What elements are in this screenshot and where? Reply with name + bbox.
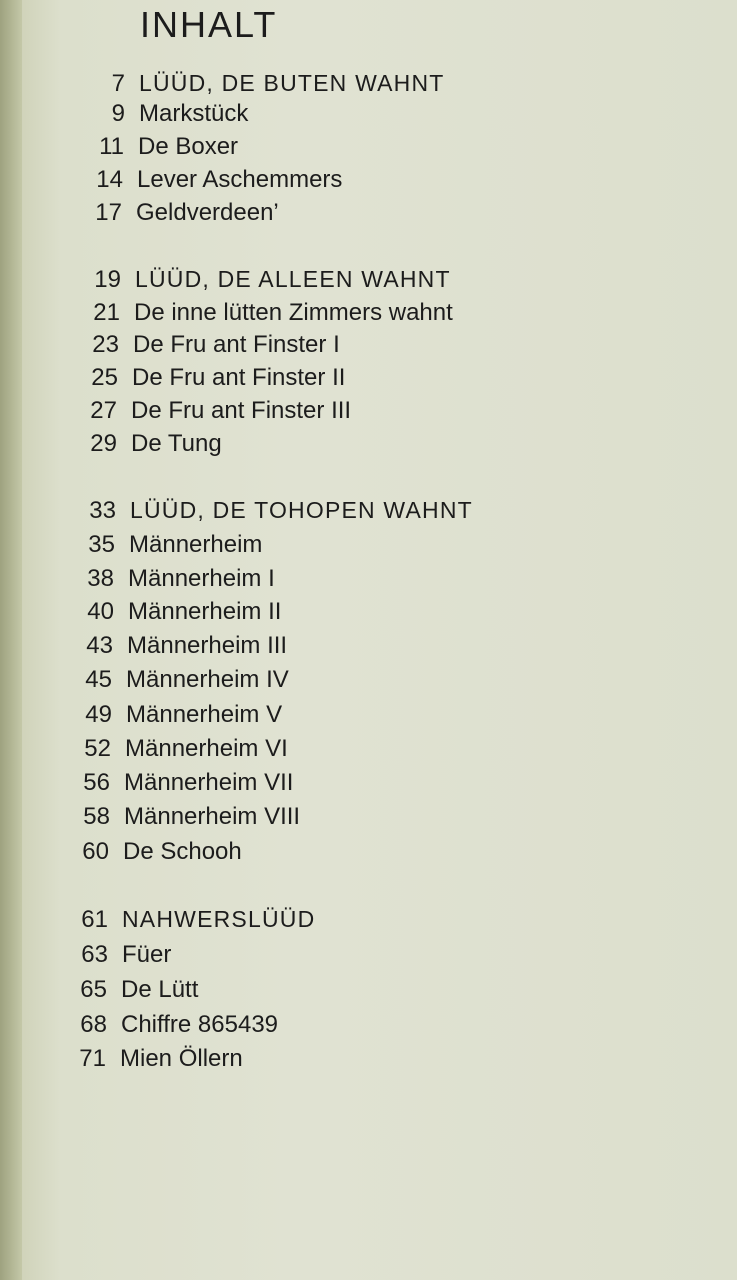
toc-entry <box>85 701 283 729</box>
toc-entry <box>88 531 263 559</box>
entry-title: Geldverdeen’ <box>136 199 279 226</box>
entry-title: NAHWERSLÜÜD <box>122 906 316 932</box>
toc-entry <box>82 838 242 866</box>
page-number: 40 <box>87 598 114 625</box>
entry-title: Chiffre 865439 <box>121 1011 279 1038</box>
entry-title: Mien Öllern <box>120 1045 243 1072</box>
toc-entry <box>99 133 239 161</box>
page-number: 71 <box>79 1045 106 1072</box>
toc-entry <box>84 735 288 763</box>
toc-entry <box>96 166 343 194</box>
page-number: 43 <box>86 632 113 659</box>
toc-section-heading <box>111 70 445 98</box>
entry-title: De Fru ant Finster II <box>132 364 346 391</box>
toc-section-heading <box>94 266 451 294</box>
entry-title: Männerheim II <box>128 598 282 625</box>
page-number: 29 <box>90 430 117 457</box>
page-number: 33 <box>89 497 116 524</box>
entry-title: De Fru ant Finster III <box>131 397 352 424</box>
entry-title: Männerheim III <box>127 632 288 659</box>
page-number: 60 <box>82 838 109 865</box>
entry-title: De Lütt <box>121 976 199 1003</box>
entry-title: Männerheim I <box>128 565 275 592</box>
page-number: 23 <box>92 331 119 358</box>
entry-title: Lever Aschemmers <box>137 166 343 193</box>
entry-title: De Boxer <box>138 133 239 160</box>
page-number: 56 <box>83 769 110 796</box>
toc-entry <box>90 397 352 425</box>
toc-section-heading <box>81 906 316 934</box>
toc-entry <box>111 100 249 128</box>
toc-entry <box>87 565 275 593</box>
page-number: 14 <box>96 166 123 193</box>
toc-entry <box>95 199 279 227</box>
entry-title: LÜÜD, DE ALLEEN WAHNT <box>135 266 451 292</box>
page-number: 11 <box>99 133 124 160</box>
toc-entry <box>87 598 282 626</box>
entry-title: De Schooh <box>123 838 242 865</box>
page-number: 52 <box>84 735 111 762</box>
entry-title: Markstück <box>139 100 249 127</box>
page-number: 58 <box>83 803 110 830</box>
toc-entry <box>85 666 289 694</box>
page-number: 21 <box>93 299 120 326</box>
toc-entry <box>83 769 294 797</box>
toc-entry <box>80 976 199 1004</box>
entry-title: Männerheim <box>129 531 263 558</box>
page-number: 68 <box>80 1011 107 1038</box>
entry-title: De Tung <box>131 430 222 457</box>
page-title: INHALT <box>140 4 278 45</box>
page-number: 45 <box>85 666 112 693</box>
toc-entry <box>79 1045 243 1073</box>
page-number: 9 <box>111 100 125 127</box>
toc-entry <box>92 331 340 359</box>
page-number: 49 <box>85 701 112 728</box>
entry-title: De Fru ant Finster I <box>133 331 340 358</box>
toc-entry <box>83 803 301 831</box>
page-number: 65 <box>80 976 107 1003</box>
entry-title: LÜÜD, DE TOHOPEN WAHNT <box>130 497 473 523</box>
page-number: 17 <box>95 199 122 226</box>
page-number: 19 <box>94 266 121 293</box>
page-number: 27 <box>90 397 117 424</box>
entry-title: Füer <box>122 941 172 968</box>
page-number: 63 <box>81 941 108 968</box>
page-number: 61 <box>81 906 108 933</box>
entry-title: Männerheim V <box>126 701 283 728</box>
page-number: 25 <box>91 364 118 391</box>
entry-title: Männerheim VIII <box>124 803 301 830</box>
toc-entry <box>81 941 172 969</box>
entry-title: Männerheim VII <box>124 769 294 796</box>
entry-title: Männerheim VI <box>125 735 288 762</box>
toc-entry <box>86 632 288 660</box>
toc-entry <box>93 299 453 327</box>
toc-entry <box>80 1011 279 1039</box>
entry-title: LÜÜD, DE BUTEN WAHNT <box>139 70 445 96</box>
toc-entry <box>91 364 346 392</box>
toc-section-heading <box>89 497 473 525</box>
page-number: 38 <box>87 565 114 592</box>
toc-entry <box>90 430 222 458</box>
page-number: 7 <box>111 70 125 97</box>
entry-title: Männerheim IV <box>126 666 289 693</box>
page-number: 35 <box>88 531 115 558</box>
entry-title: De inne lütten Zimmers wahnt <box>134 299 453 326</box>
